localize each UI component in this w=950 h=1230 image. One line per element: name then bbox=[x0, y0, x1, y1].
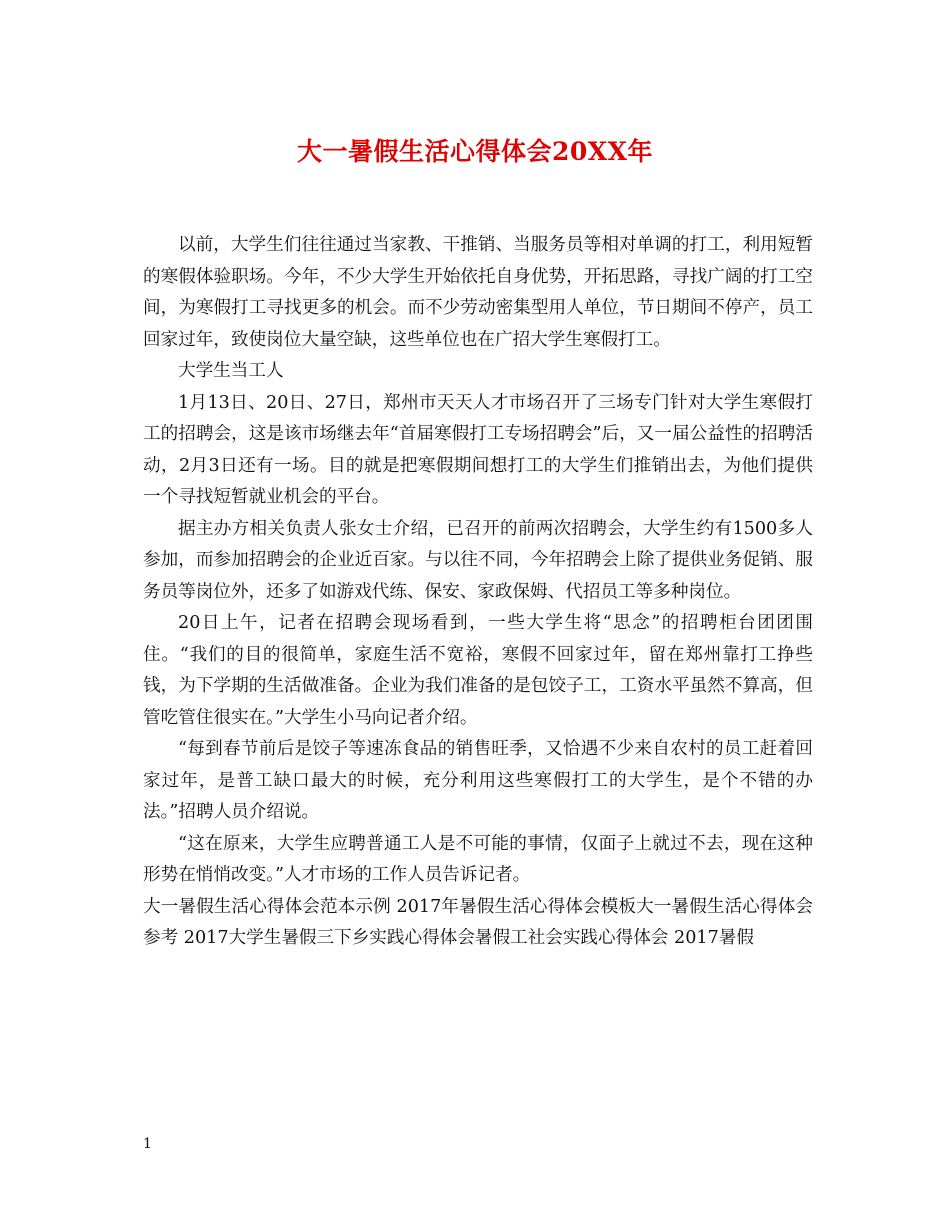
paragraph: 1月13日、20日、27日，郑州市天天人才市场召开了三场专门针对大学生寒假打工的招聘会，这是该市场继去年“首届寒假打工专场招聘会”后，又一届公益性的招聘活动，2月3日还有一场。目的就是把寒假期间想打工的大学生们推销出去，为他们提供一个寻找短暂就业机会的平台。 bbox=[143, 392, 813, 507]
paragraph: 据主办方相关负责人张女士介绍，已召开的前两次招聘会，大学生约有1500多人参加，而参加招聘会的企业近百家。与以往不同，今年招聘会上除了提供业务促销、服务员等岗位外，还多了如游戏代练、保安、家政保姆、代招员工等多种岗位。 bbox=[143, 518, 813, 602]
related-links-text: 大一暑假生活心得体会范本示例 2017年暑假生活心得体会模板大一暑假生活心得体会参考 2017大学生暑假三下乡实践心得体会暑假工社会实践心得体会 2017暑假 bbox=[143, 896, 813, 948]
document-title: 大一暑假生活心得体会20XX年 bbox=[296, 137, 654, 166]
section-heading: 大学生当工人 bbox=[178, 361, 284, 381]
paragraph: “每到春节前后是饺子等速冻食品的销售旺季，又恰遇不少来自农村的员工赶着回家过年，是普工缺口最大的时候，充分利用这些寒假打工的大学生，是个不错的办法。”招聘人员介绍说。 bbox=[143, 739, 813, 822]
paragraph: 20日上午，记者在招聘会现场看到，一些大学生将“思念”的招聘柜台团团围住。“我们的目的很简单，家庭生活不宽裕，寒假不回家过年，留在郑州靠打工挣些钱，为下学期的生活做准备。企业为我们准备的是包饺子工，工资水平虽然不算高，但管吃管住很实在。”大学生小马向记者介绍。 bbox=[143, 613, 813, 728]
document-body bbox=[143, 230, 813, 955]
paragraph: 以前，大学生们往往通过当家教、干推销、当服务员等相对单调的打工，利用短暂的寒假体验职场。今年，不少大学生开始依托自身优势，开拓思路，寻找广阔的打工空间，为寒假打工寻找更多的机会。而不少劳动密集型用人单位，节日期间不停产，员工回家过年，致使岗位大量空缺，这些单位也在广招大学生寒假打工。 bbox=[143, 235, 813, 350]
page-number: 1 bbox=[143, 1136, 152, 1152]
paragraph: “这在原来，大学生应聘普通工人是不可能的事情，仅面子上就过不去，现在这种形势在悄悄改变。”人才市场的工作人员告诉记者。 bbox=[143, 833, 813, 885]
